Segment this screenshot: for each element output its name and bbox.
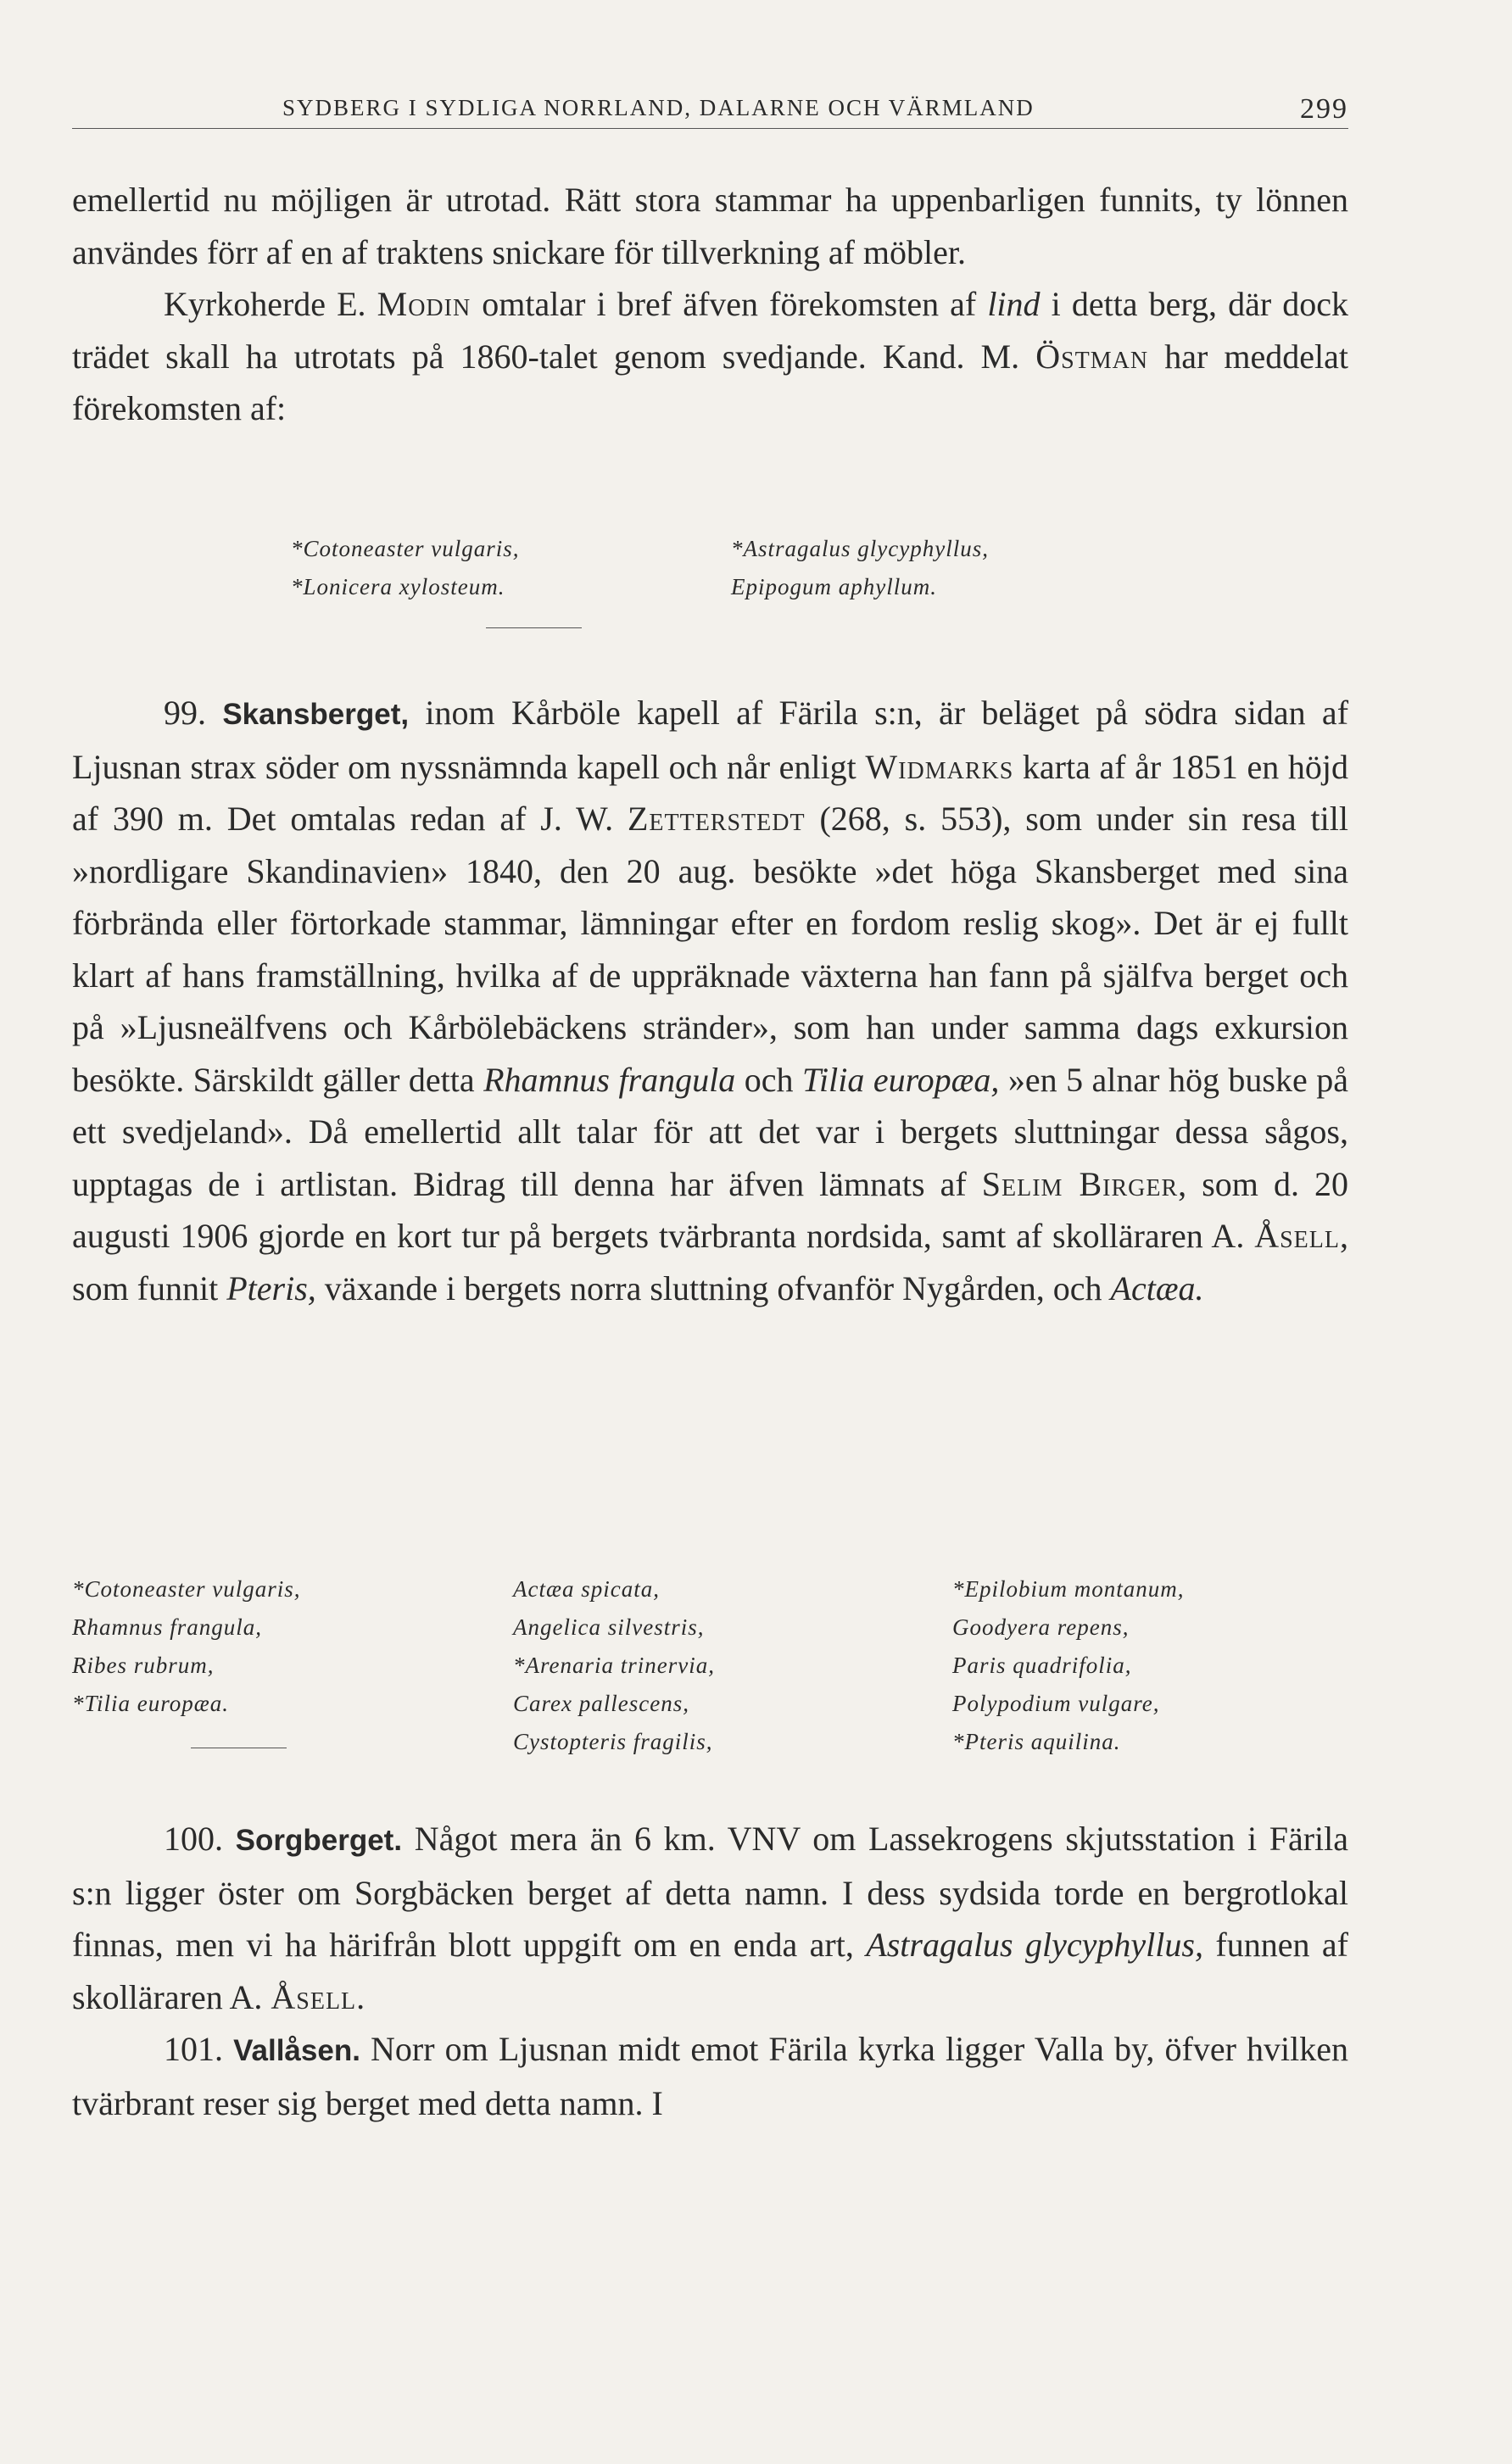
- section-99: [72, 687, 1348, 1314]
- species-name: Polypodium vulgare,: [952, 1691, 1160, 1716]
- section-101-paragraph: 101. Vallåsen. Norr om Ljusnan midt emot Färila kyrka ligger Valla by, öfver hvilken tvärbrant reser sig berget med detta namn. I: [72, 2030, 1348, 2122]
- section-divider: [486, 627, 582, 628]
- species-name: Goodyera repens,: [952, 1614, 1130, 1640]
- section-title: Vallåsen.: [233, 2034, 360, 2067]
- species-name: *Cotoneaster vulgaris,: [72, 1576, 301, 1602]
- section-100-101: [72, 1813, 1348, 2129]
- species-name: *Epilobium montanum,: [952, 1576, 1185, 1602]
- species-name: *Arenaria trinervia,: [513, 1653, 715, 1678]
- intro-text: [72, 174, 1348, 435]
- species-name: Carex pallescens,: [513, 1691, 689, 1716]
- section-100-paragraph: 100. Sorgberget. Något mera än 6 km. VNV om Lassekrogens skjutsstation i Färila s:n ligger öster om Sorgbäcken berget af detta namn. I dess sydsida torde en bergrotlokal finnas, men vi ha härifrån blott uppgift om en enda art, Astragalus glycyphyllus, funnen af skolläraren A. Åsell.: [72, 1820, 1349, 2016]
- species-name: Rhamnus frangula,: [72, 1614, 263, 1640]
- species-name: Actæa spicata,: [513, 1576, 660, 1602]
- species-name: Epipogum aphyllum.: [731, 574, 937, 599]
- species-name: Paris quadrifolia,: [952, 1653, 1132, 1678]
- header-title: SYDBERG I SYDLIGA NORRLAND, DALARNE OCH VÄRMLAND: [282, 95, 1035, 120]
- intro-paragraph-2: Kyrkoherde E. Modin omtalar i bref äfven förekomsten af lind i detta berg, där dock trädet skall ha utrotats på 1860-talet genom svedjande. Kand. M. Östman har meddelat förekomsten af:: [72, 285, 1348, 427]
- section-title: Sorgberget.: [235, 1824, 403, 1857]
- intro-paragraph-1: emellertid nu möjligen är utrotad. Rätt stora stammar ha uppenbarligen funnits, ty lönnen användes förr af en af traktens snickare för tillverkning af möbler.: [72, 181, 1348, 271]
- species-name: Angelica silvestris,: [513, 1614, 705, 1640]
- species-name: Cystopteris fragilis,: [513, 1729, 713, 1754]
- species-list-1-col-1: [291, 530, 520, 606]
- section-number: 99.: [164, 694, 206, 732]
- section-number: 100.: [164, 1820, 223, 1858]
- section-title: Skansberget,: [222, 698, 410, 731]
- species-list-1-col-2: [731, 530, 989, 606]
- species-name: Ribes rubrum,: [72, 1653, 215, 1678]
- species-name: *Tilia europæa.: [72, 1691, 230, 1716]
- species-name: *Astragalus glycyphyllus,: [731, 536, 989, 561]
- section-number: 101.: [164, 2030, 223, 2068]
- species-list-2-col-2: [513, 1570, 715, 1761]
- running-header: [72, 95, 1348, 129]
- species-name: *Cotoneaster vulgaris,: [291, 536, 520, 561]
- page-number: 299: [1300, 93, 1348, 125]
- species-name: *Lonicera xylosteum.: [291, 574, 505, 599]
- species-list-2-col-3: [952, 1570, 1185, 1761]
- section-99-paragraph: 99. Skansberget, inom Kårböle kapell af Färila s:n, är beläget på södra sidan af Ljusnan strax söder om nyssnämnda kapell och når enligt Widmarks karta af år 1851 en höjd af 390 m. Det omtalas redan af J. W. Zetterstedt (268, s. 553), som under sin resa till »nordligare Skandinavien» 1840, den 20 aug. besökte »det höga Skansberget med sina förbrända eller förtorkade stammar, lämningar efter en fordom reslig skog». Det är ej fullt klart af hans framställning, hvilka af de uppräknade växterna han fann på själfva berget och på »Ljusneälfvens och Kårbölebäckens stränder», som han under samma dags exkursion besökte. Särskildt gäller detta Rhamnus frangula och Tilia europæa, »en 5 alnar hög buske på ett svedjeland». Då emellertid allt talar för att det var i bergets sluttningar dessa sågos, upptagas de i artlistan. Bidrag till denna har äfven lämnats af Selim Birger, som d. 20 augusti 1906 gjorde en kort tur på bergets tvärbranta nordsida, samt af skolläraren A. Åsell, som funnit Pteris, växande i bergets norra sluttning ofvanför Nygården, och Actæa.: [72, 694, 1349, 1307]
- species-list-2-col-1: [72, 1570, 301, 1723]
- species-name: *Pteris aquilina.: [952, 1729, 1121, 1754]
